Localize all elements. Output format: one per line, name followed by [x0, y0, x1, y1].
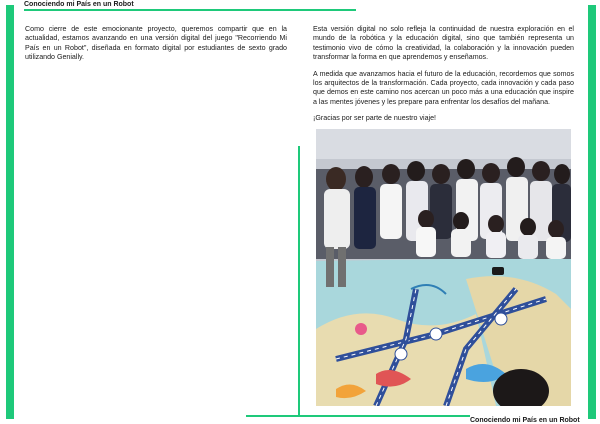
running-header: Conociendo mi País en un Robot [24, 1, 134, 8]
green-bar-right [588, 5, 596, 419]
green-bar-left [6, 5, 14, 419]
left-paragraph: Como cierre de este emocionante proyecto, queremos compartir que en la actualidad, estamos avanzando en una versión digital del juego "Recorriendo Mi País en un Robot", diseñada en formato digital por estudiantes de sexto grado utilizando Genially. [25, 25, 287, 62]
left-column [25, 25, 287, 70]
photo-illustration [316, 129, 571, 406]
running-footer: Conociendo mi País en un Robot [470, 417, 580, 424]
header-underline [24, 9, 356, 11]
right-column [313, 25, 574, 131]
right-paragraph-2: A medida que avanzamos hacia el futuro de la educación, recordemos que somos los arquitectos de la transformación. Cada proyecto, cada innovación y cada paso que demos en este camino nos acercan un poco más a una educación que inspire a las mentes jóvenes y les prepare para enfrentar los desafíos del mañana. [313, 69, 574, 106]
photo-frame-vertical [298, 146, 300, 417]
classroom-photo [316, 129, 571, 406]
closing-line: ¡Gracias por ser parte de nuestro viaje! [313, 114, 437, 123]
right-paragraph-1: Esta versión digital no solo refleja la continuidad de nuestra exploración en el mundo de la robótica y la educación digital, sino que también representa un testimonio vivo de cómo la creatividad, la colaboración y la innovación pueden transformar la forma en que aprendemos y enseñamos. [313, 25, 574, 62]
footer-line [246, 415, 470, 417]
